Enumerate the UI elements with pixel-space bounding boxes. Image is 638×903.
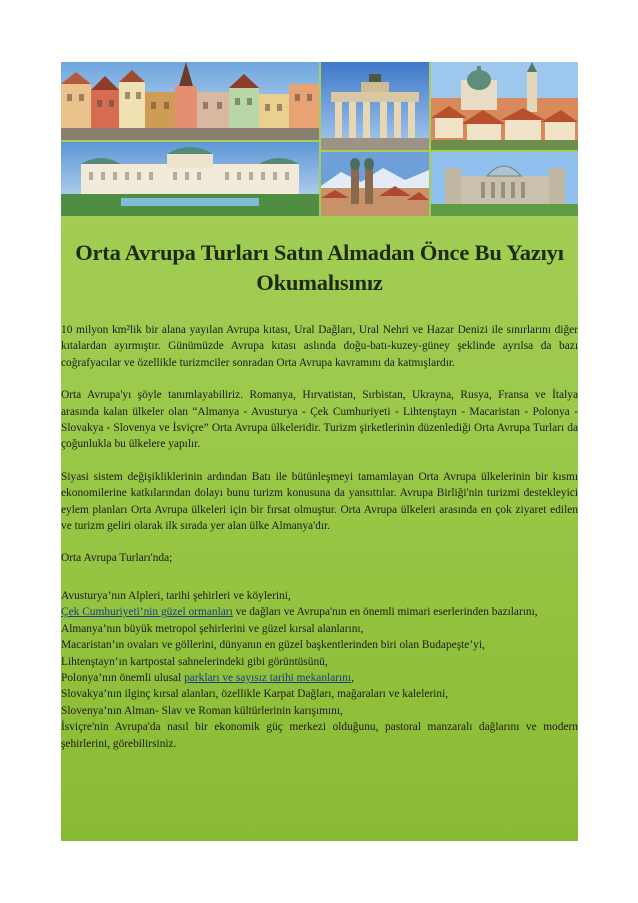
czech-forests-link[interactable]: Çek Cumhuriyeti’nin güzel ormanları: [61, 606, 233, 619]
list-item: Slovenya’nın Alman- Slav ve Roman kültürlerinin karışımını,: [61, 704, 343, 717]
politics-paragraph: Siyasi sistem değişikliklerinin ardından Batı ile bütünleşmeyi tamamlayan Orta Avrupa ülkelerinin bir kısmı ekonomilerine katkılarından dolayı bunu turizm konusuna da yansıttılar. Avrupa Birliği'nin turizmi destekleyici eylem planları Orta Avrupa ülkeleri için bir fırsat olmuştur. Orta Avrupa ülkeleri arasında en çok ziyaret edilen ve turizm geliri olarak ilk sırada yer alan ülke Almanya'dır.: [61, 470, 578, 533]
list-item: Çek Cumhuriyeti’nin güzel ormanları ve dağları ve Avrupa'nın en önemli mimari eserlerinden bazılarını,: [61, 606, 538, 619]
red-roofs-cityscape-photo: [431, 62, 578, 150]
list-item: Lihtenştayn’ın kartpostal sahnelerindeki gibi görüntüsünü,: [61, 655, 328, 668]
intro-paragraph: 10 milyon km²lik bir alana yayılan Avrupa kıtası, Ural Dağları, Ural Nehri ve Hazar Denizi ile sınırlarını diğer kıtalardan ayırmıştır. Günümüzde Avrupa kıtası aslında doğu-batı-kuzey-güney şeklinde ayrılsa da bazı coğrafyacılar ve özellikle turizmciler sonradan Orta Avrupa kavramını da katmışlardır.: [61, 324, 578, 369]
brandenburg-gate-photo: [321, 62, 429, 150]
page-title: Orta Avrupa Turları Satın Almadan Önce Bu Yazıyı Okumalısınız: [75, 240, 564, 295]
munich-skyline-photo: [321, 152, 429, 216]
list-item: Avusturya’nın Alpleri, tarihi şehirleri ve köylerini,: [61, 589, 291, 602]
list-item: Almanya’nın büyük metropol şehirlerini ve güzel kırsal alanlarını,: [61, 622, 364, 635]
city-photo-collage: [61, 62, 578, 216]
article-body: [61, 322, 578, 752]
definition-paragraph: Orta Avrupa'yı şöyle tanımlayabiliriz. Romanya, Hırvatistan, Sırbistan, Ukrayna, Rusya, Fransa ve İtalya arasında kalan ülkeler olan “Almanya - Avusturya - Çek Cumhuriyeti - Lihtenştayn - Macaristan - Polonya - Slovakya - Slovenya ve İsviçre” Orta Avrupa ülkeleridir. Turizm şirketlerinin düzenlediği Orta Avrupa Turları da çoğunlukla bu ülkelere yapılır.: [61, 389, 578, 451]
old-town-square-photo: [61, 62, 319, 140]
list-item: Slovakya’nın ilginç kırsal alanları, özellikle Karpat Dağları, mağaraları ve kalelerini,: [61, 688, 449, 701]
list-item: Macaristan’ın ovaları ve göllerini, dünyanın en güzel başkentlerinden biri olan Budapeşte’yi,: [61, 639, 485, 652]
poland-parks-link[interactable]: parkları ve sayısız tarihi mekanlarını: [184, 671, 352, 684]
list-item: İsviçre'nin Avrupa'da nasıl bir ekonomik güç merkezi olduğunu, pastoral manzaralı dağlarını ve modern şehirlerini, görebilirsiniz.: [61, 721, 578, 750]
list-item: Polonya’nın önemli ulusal parkları ve sayısız tarihi mekanlarını,: [61, 671, 354, 684]
list-intro: Orta Avrupa Turları'nda;: [61, 552, 173, 565]
palace-garden-photo: [61, 142, 319, 216]
reichstag-photo: [431, 152, 578, 216]
